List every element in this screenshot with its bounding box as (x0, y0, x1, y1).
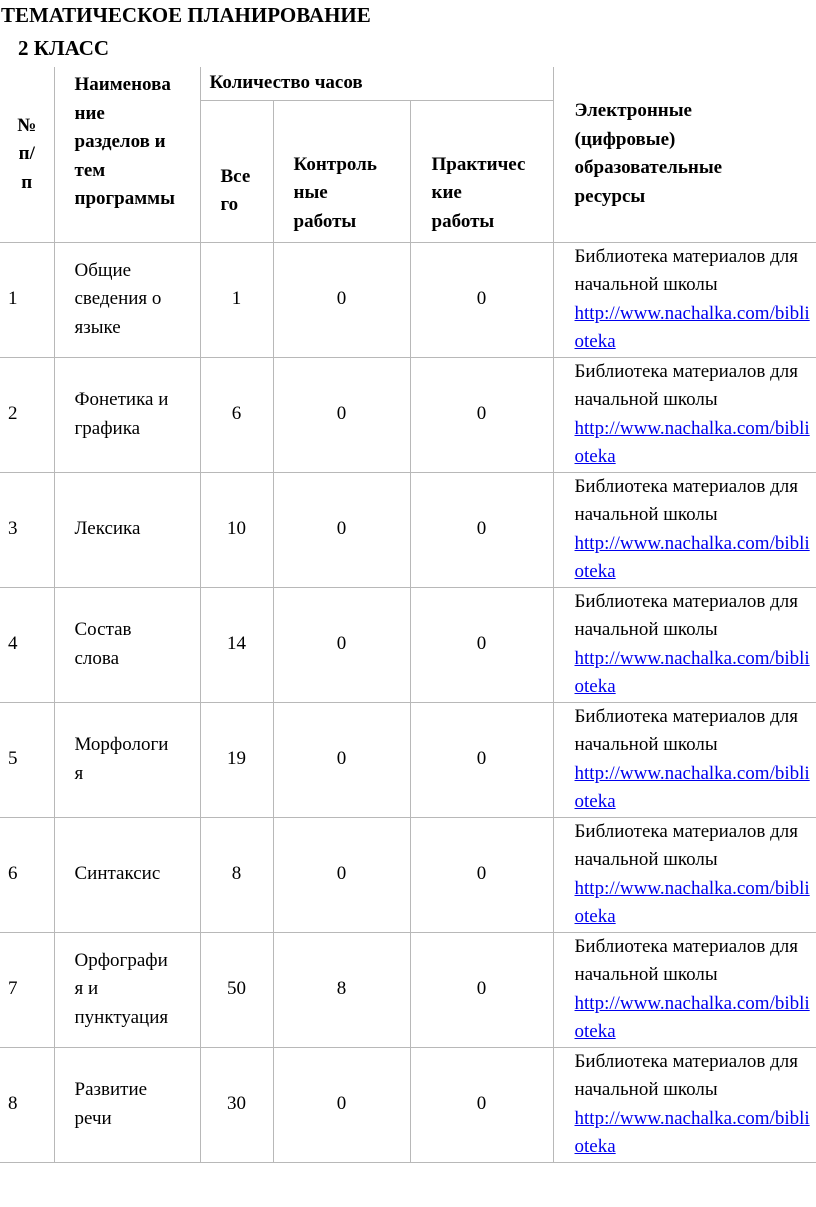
header-row-main (0, 67, 816, 100)
resource-cell (553, 587, 816, 702)
header-resources (553, 67, 816, 242)
row-number: 2 (0, 357, 54, 472)
resource-link[interactable]: http://www.nachalka.com/biblioteka (574, 532, 810, 582)
section-name (54, 357, 200, 472)
resource-link[interactable]: http://www.nachalka.com/biblioteka (574, 417, 810, 467)
resource-link[interactable]: http://www.nachalka.com/biblioteka (574, 1107, 810, 1157)
hours-practical: 0 (410, 817, 553, 932)
section-name-line: языке (74, 316, 121, 338)
hours-practical: 0 (410, 932, 553, 1047)
header-name-line: Наименова (74, 74, 171, 95)
resource-link[interactable]: http://www.nachalka.com/biblioteka (574, 877, 810, 927)
resource-cell (553, 357, 816, 472)
header-num-line: п/ (18, 143, 35, 164)
header-num-line: № (17, 114, 37, 136)
row-number: 4 (0, 587, 54, 702)
section-name-line: речи (74, 1107, 112, 1129)
resource-cell (553, 472, 816, 587)
header-num (0, 67, 54, 242)
header-practical-line: работы (431, 210, 495, 232)
header-total-line: Все (220, 165, 251, 187)
section-name-line: сведения о (74, 288, 162, 310)
row-number: 1 (0, 242, 54, 357)
header-control-line: Контроль (293, 153, 377, 175)
section-name (54, 932, 200, 1047)
hours-control: 0 (273, 1047, 410, 1162)
section-name-line: графика (74, 417, 141, 439)
header-name (54, 67, 200, 242)
header-practical (410, 100, 553, 242)
header-total-line: го (220, 194, 239, 215)
hours-control: 0 (273, 357, 410, 472)
header-resources-line: образовательные (574, 157, 723, 179)
hours-total: 14 (200, 587, 273, 702)
row-number: 6 (0, 817, 54, 932)
header-control (273, 100, 410, 242)
section-name-line: Морфологи (74, 734, 169, 755)
hours-control: 0 (273, 702, 410, 817)
resource-text: Библиотека материалов для начальной школы (574, 935, 798, 985)
hours-total: 19 (200, 702, 273, 817)
resource-text: Библиотека материалов для начальной школы (574, 1050, 798, 1100)
section-name (54, 817, 200, 932)
section-name-line: я (74, 762, 84, 784)
document-subtitle-class: 2 КЛАСС (18, 36, 110, 60)
resource-link[interactable]: http://www.nachalka.com/biblioteka (574, 302, 810, 352)
resource-text: Библиотека материалов для начальной школы (574, 475, 798, 525)
header-resources-line: ресурсы (574, 185, 646, 207)
table-row (0, 1047, 816, 1162)
section-name-line: Состав (74, 619, 132, 640)
section-name-line: Синтаксис (74, 863, 161, 885)
hours-total: 50 (200, 932, 273, 1047)
section-name (54, 587, 200, 702)
resource-cell (553, 702, 816, 817)
header-resources-line: Электронные (574, 100, 692, 122)
resource-link[interactable]: http://www.nachalka.com/biblioteka (574, 992, 810, 1042)
resource-link[interactable]: http://www.nachalka.com/biblioteka (574, 762, 810, 812)
table-row (0, 242, 816, 357)
resource-cell (553, 817, 816, 932)
table-row (0, 587, 816, 702)
resource-link[interactable]: http://www.nachalka.com/biblioteka (574, 647, 810, 697)
section-name-line: Общие (74, 259, 132, 281)
hours-control: 0 (273, 242, 410, 357)
hours-total: 30 (200, 1047, 273, 1162)
hours-total: 1 (200, 242, 273, 357)
hours-practical: 0 (410, 587, 553, 702)
header-total (200, 100, 273, 242)
section-name-line: Фонетика и (74, 389, 169, 410)
resource-text: Библиотека материалов для начальной школы (574, 360, 798, 410)
row-number: 5 (0, 702, 54, 817)
header-name-line: разделов и (74, 131, 166, 152)
resource-cell (553, 1047, 816, 1162)
row-number: 3 (0, 472, 54, 587)
section-name-line: Развитие (74, 1079, 148, 1100)
header-hours: Количество часов (200, 67, 553, 100)
hours-control: 8 (273, 932, 410, 1047)
section-name (54, 472, 200, 587)
table-row (0, 817, 816, 932)
section-name-line: Орфографи (74, 949, 168, 971)
section-name (54, 1047, 200, 1162)
table-row (0, 472, 816, 587)
resource-text: Библиотека материалов для начальной школы (574, 590, 798, 640)
hours-total: 8 (200, 817, 273, 932)
section-name-line: пунктуация (74, 1006, 169, 1028)
section-name-line: Лексика (74, 518, 141, 540)
section-name (54, 242, 200, 357)
document-title: ТЕМАТИЧЕСКОЕ ПЛАНИРОВАНИЕ (1, 3, 371, 27)
hours-practical: 0 (410, 472, 553, 587)
header-num-line: п (21, 171, 33, 193)
resource-text: Библиотека материалов для начальной школы (574, 820, 798, 870)
hours-practical: 0 (410, 1047, 553, 1162)
row-number: 7 (0, 932, 54, 1047)
header-control-line: ные (293, 182, 328, 203)
header-name-line: программы (74, 188, 175, 209)
hours-practical: 0 (410, 242, 553, 357)
hours-total: 6 (200, 357, 273, 472)
resource-text: Библиотека материалов для начальной школы (574, 705, 798, 755)
hours-control: 0 (273, 817, 410, 932)
hours-total: 10 (200, 472, 273, 587)
resource-cell (553, 242, 816, 357)
hours-control: 0 (273, 472, 410, 587)
row-number: 8 (0, 1047, 54, 1162)
section-name (54, 702, 200, 817)
resource-text: Библиотека материалов для начальной школы (574, 245, 798, 295)
hours-control: 0 (273, 587, 410, 702)
header-practical-line: кие (431, 182, 462, 203)
section-name-line: я и (74, 978, 99, 1000)
header-control-line: работы (293, 210, 357, 232)
hours-practical: 0 (410, 357, 553, 472)
table-row (0, 932, 816, 1047)
thematic-plan-table (0, 67, 816, 1163)
header-name-line: тем (74, 159, 106, 181)
hours-practical: 0 (410, 702, 553, 817)
table-row (0, 357, 816, 472)
table-row (0, 702, 816, 817)
section-name-line: слова (74, 647, 120, 669)
header-practical-line: Практичес (431, 153, 526, 175)
resource-cell (553, 932, 816, 1047)
header-name-line: ние (74, 102, 105, 124)
header-resources-line: (цифровые) (574, 128, 676, 150)
